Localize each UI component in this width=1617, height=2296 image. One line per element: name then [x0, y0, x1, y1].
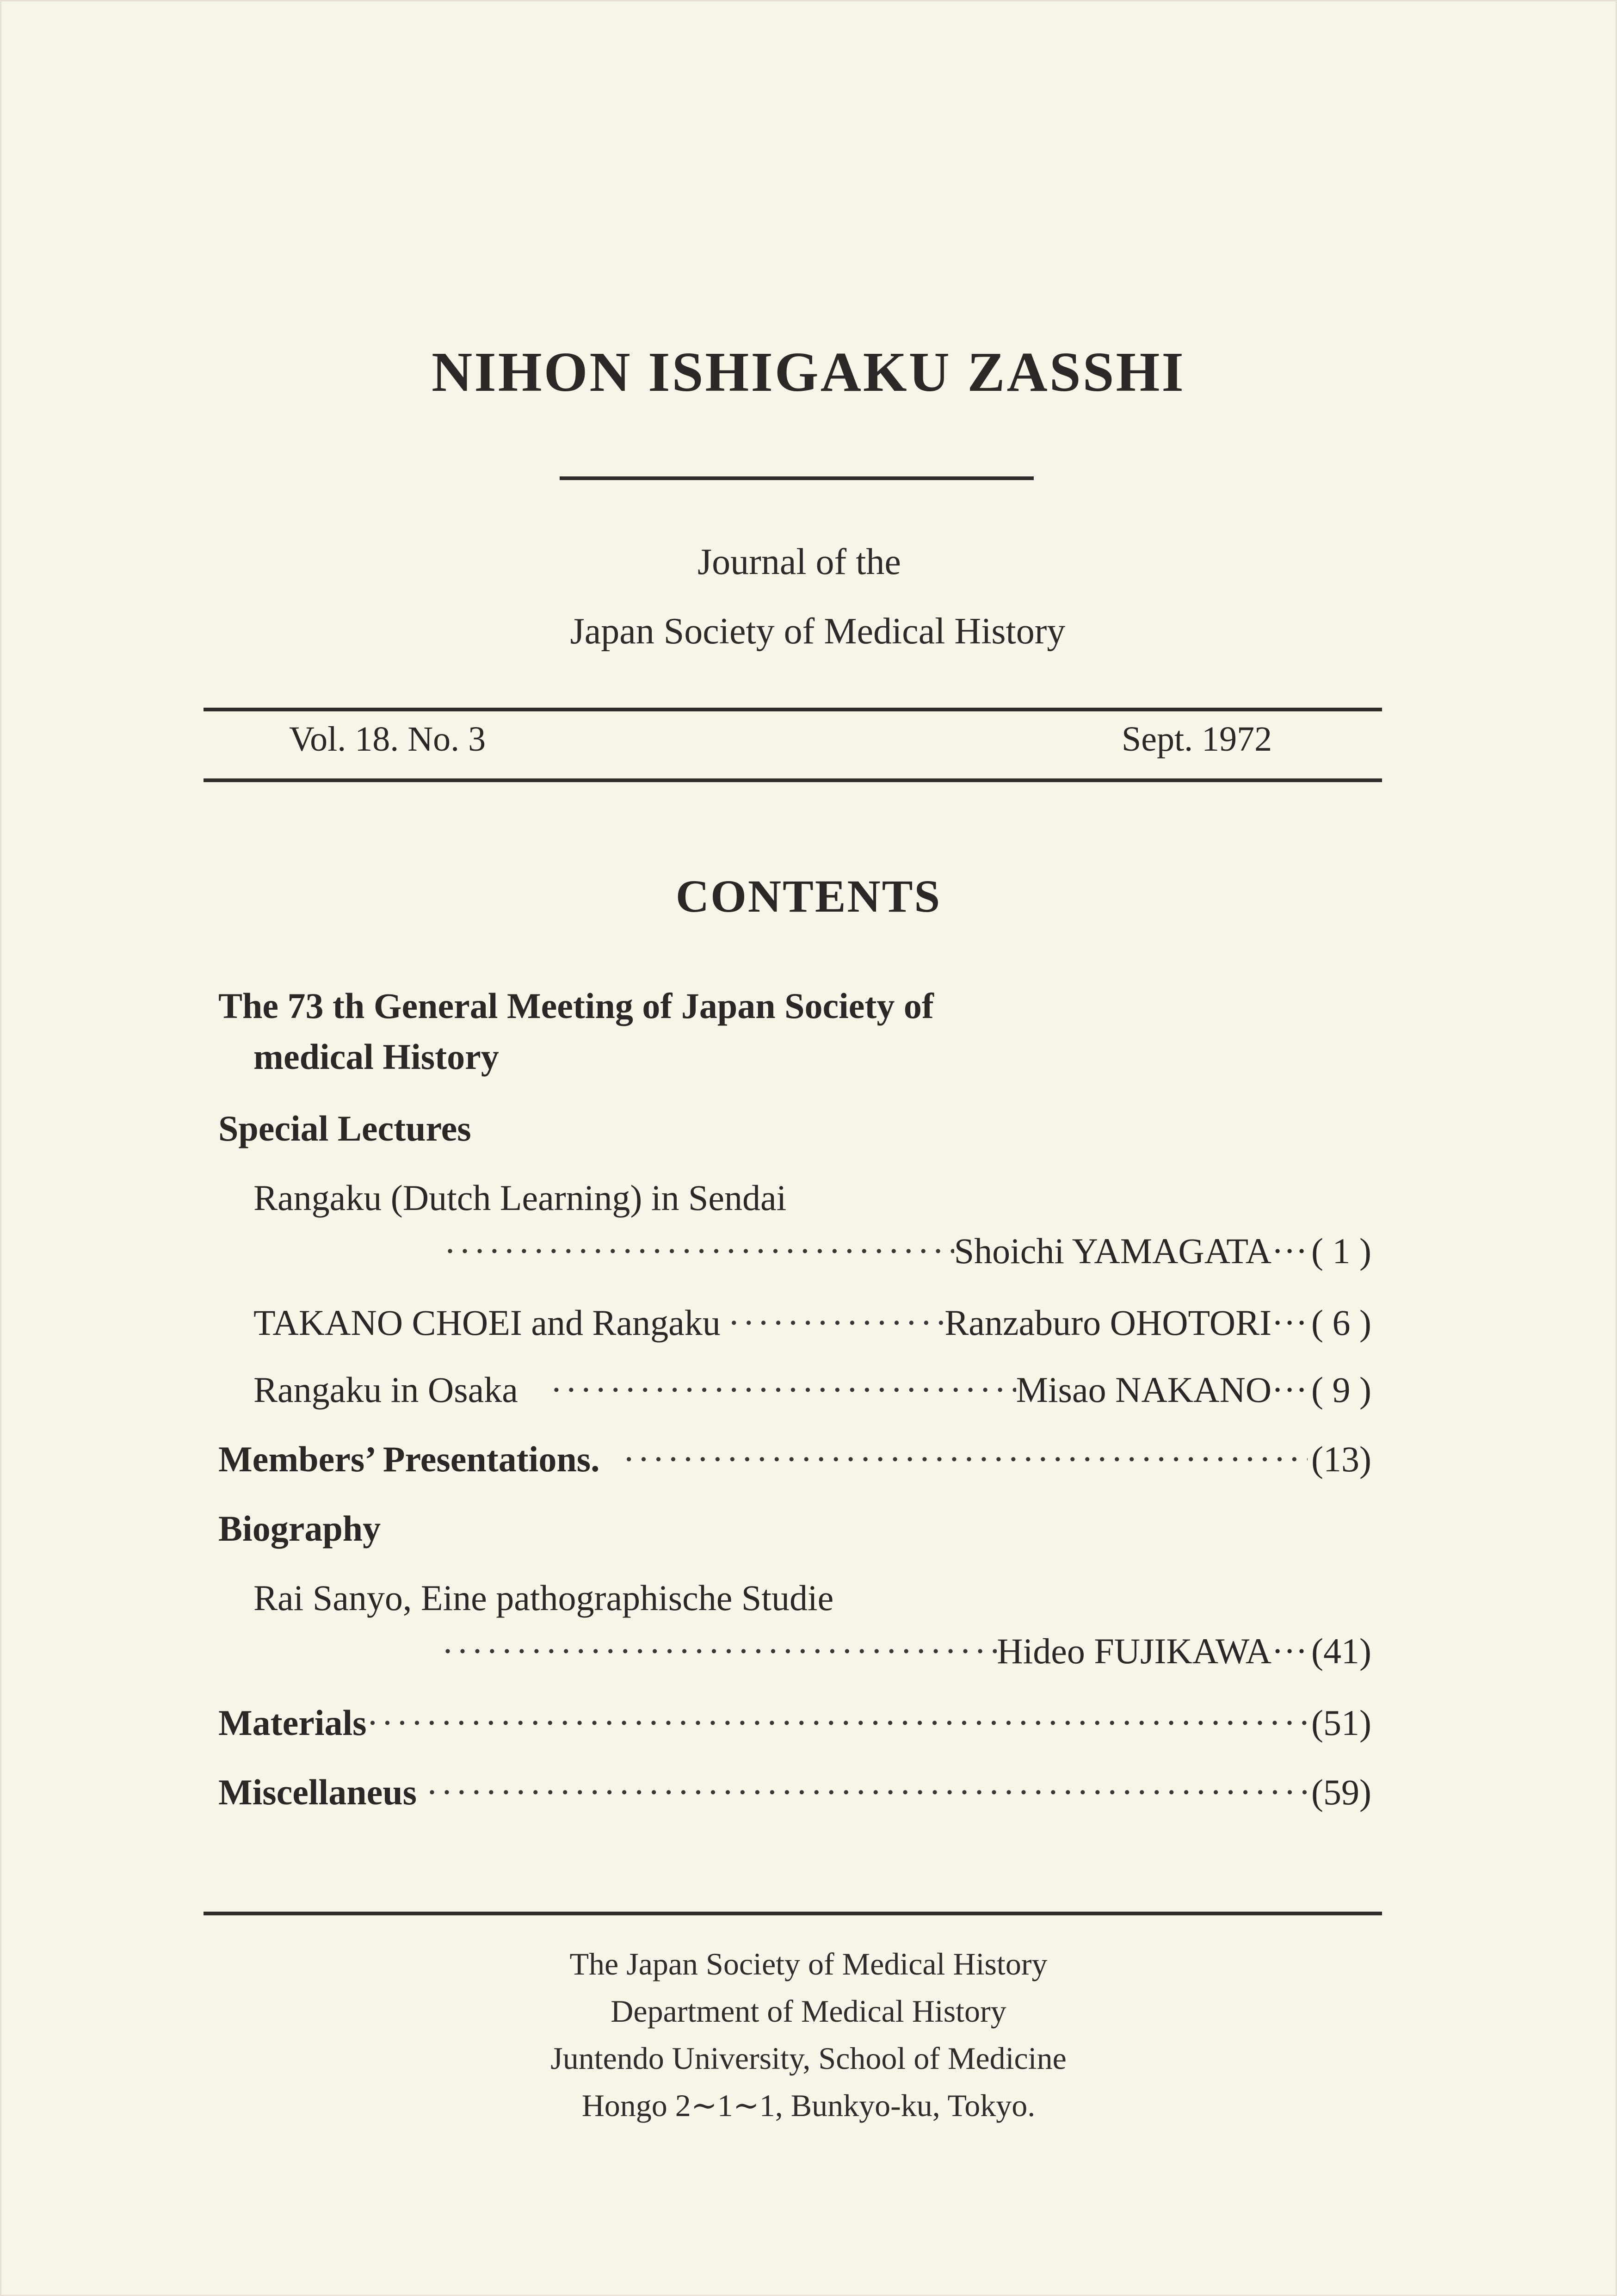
issue-date: Sept. 1972	[1122, 720, 1272, 759]
publisher-line-1: The Japan Society of Medical History	[569, 1946, 1048, 1981]
materials-page: (51)	[1311, 1703, 1371, 1743]
publisher-block	[0, 1940, 1617, 2129]
bio-page: (41)	[1311, 1631, 1371, 1671]
special-lectures-heading	[218, 1108, 471, 1149]
publisher-rule	[204, 1912, 1382, 1915]
misc-page: (59)	[1311, 1772, 1371, 1812]
special-lectures-text: Special Lectures	[218, 1108, 471, 1148]
misc-entry	[218, 1771, 1371, 1813]
publisher-line-4: Hongo 2∼1∼1, Bunkyo-ku, Tokyo.	[581, 2088, 1036, 2123]
bio-title-text: Rai Sanyo, Eine pathographische Studie	[253, 1578, 834, 1618]
lecture-2-entry	[253, 1302, 1371, 1344]
materials-heading: Materials	[218, 1703, 367, 1743]
leader-dots	[367, 1702, 1308, 1744]
lecture-2-author: Ranzaburo OHOTORI···	[944, 1302, 1308, 1343]
volume-number: Vol. 18. No. 3	[289, 720, 486, 759]
publisher-line-3: Juntendo University, School of Medicine	[550, 2041, 1067, 2076]
journal-subtitle-line1: Journal of the	[697, 542, 901, 582]
lecture-1-entry	[444, 1230, 1371, 1272]
meeting-heading-line1	[218, 985, 934, 1027]
leader-dots	[600, 1438, 1308, 1480]
members-entry	[218, 1438, 1371, 1480]
volume-rule-bottom	[204, 778, 1382, 782]
volume-rule-top	[204, 708, 1382, 711]
bio-title	[253, 1577, 833, 1619]
contents-heading: CONTENTS	[675, 870, 942, 922]
meeting-heading-text: The 73 th General Meeting of Japan Society of	[218, 986, 934, 1026]
lecture-1-author: Shoichi YAMAGATA···	[954, 1231, 1308, 1271]
misc-heading: Miscellaneus	[218, 1772, 417, 1812]
biography-text: Biography	[218, 1508, 381, 1549]
leader-dots	[442, 1630, 997, 1672]
biography-heading	[218, 1508, 381, 1549]
bio-author: Hideo FUJIKAWA···	[997, 1631, 1308, 1671]
lecture-2-page: ( 6 )	[1311, 1302, 1371, 1343]
journal-subtitle-line2: Japan Society of Medical History	[570, 611, 1066, 652]
meeting-heading-line2	[253, 1036, 499, 1078]
members-page: (13)	[1311, 1439, 1371, 1479]
lecture-1-title-text: Rangaku (Dutch Learning) in Sendai	[253, 1178, 787, 1218]
leader-dots	[518, 1369, 1016, 1411]
journal-title: NIHON ISHIGAKU ZASSHI	[432, 341, 1185, 403]
lecture-3-author: Misao NAKANO···	[1016, 1370, 1308, 1410]
meeting-heading-text-2: medical History	[253, 1037, 499, 1077]
leader-dots	[444, 1230, 954, 1272]
lecture-1-page: ( 1 )	[1311, 1231, 1371, 1271]
members-heading: Members’ Presentations.	[218, 1439, 600, 1479]
lecture-3-entry	[253, 1369, 1371, 1411]
leader-dots	[721, 1302, 944, 1344]
lecture-3-page: ( 9 )	[1311, 1370, 1371, 1410]
lecture-2-title: TAKANO CHOEI and Rangaku	[253, 1302, 721, 1343]
lecture-1-title	[253, 1177, 786, 1219]
lecture-3-title: Rangaku in Osaka	[253, 1370, 518, 1410]
materials-entry	[218, 1702, 1371, 1744]
publisher-line-2: Department of Medical History	[611, 1994, 1006, 2029]
title-underline	[560, 476, 1034, 480]
leader-dots	[417, 1771, 1308, 1813]
bio-entry	[442, 1630, 1371, 1672]
